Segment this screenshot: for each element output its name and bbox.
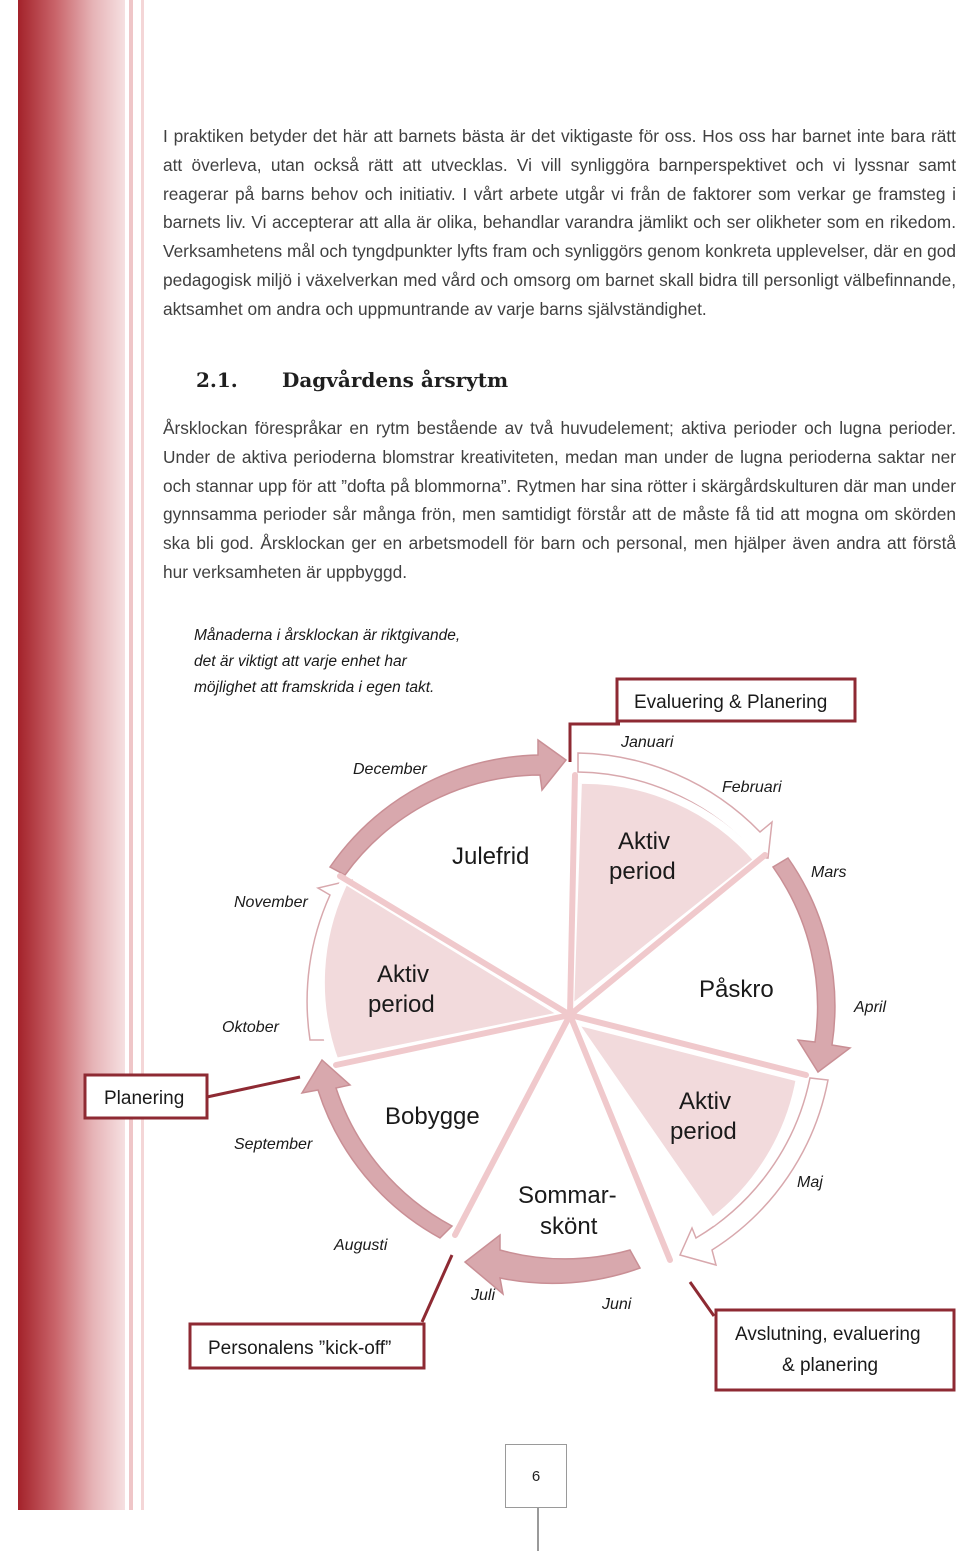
segment-aktiv-period-autumn xyxy=(321,880,565,1062)
month-label-augusti: Augusti xyxy=(334,1237,388,1254)
planering-box-label: Planering xyxy=(104,1088,185,1109)
segment-label-period: period xyxy=(368,991,435,1018)
segment-label-period: period xyxy=(609,858,676,885)
segment-label-aktiv: Aktiv xyxy=(377,961,430,988)
month-label-september: September xyxy=(234,1136,313,1153)
body-paragraph: Årsklockan förespråkar en rytm bestående av två huvudelement; aktiva perioder och lugna perioder. Under de aktiva perioderna blomstrar kreativiteten, medan man under de lugna perioderna saktar ner och stannar upp för att ”dofta på blommorna”. Rytmen har sina rötter i skärgårdskulturen där man under gynnsamma perioder sår många frön, men samtidigt förstår att de måste få tid att mogna om skörden ska bli god. Årsklockan ger en arbetsmodell för barn och personal, men hjälper även andra att förstå hur verksamheten är uppbyggd. xyxy=(163,418,956,582)
month-label-mars: Mars xyxy=(811,864,847,881)
month-label-november: November xyxy=(234,894,308,911)
diagram-note-line: det är viktigt att varje enhet har xyxy=(194,653,407,670)
segment-label-julefrid: Julefrid xyxy=(452,843,530,870)
ring-arrow-april xyxy=(773,858,850,1072)
section-title: Dagvårdens årsrytm xyxy=(282,368,509,392)
month-label-april: April xyxy=(854,999,887,1016)
page-number: 6 xyxy=(505,1444,567,1508)
month-label-oktober: Oktober xyxy=(222,1019,279,1036)
planering-box xyxy=(85,1075,207,1118)
ring-arrow-augusti xyxy=(465,1235,640,1294)
month-label-februari: Februari xyxy=(722,779,782,796)
segment-label-aktiv: Aktiv xyxy=(618,828,671,855)
diagram-note-line: Månaderna i årsklockan är riktgivande, xyxy=(194,627,461,644)
year-clock-diagram xyxy=(0,600,960,1410)
evaluering-box xyxy=(617,679,855,721)
diagram-note-line: möjlighet att framskrida i egen takt. xyxy=(194,679,435,696)
ring-arrow-september xyxy=(302,1060,452,1238)
kickoff-box xyxy=(190,1324,424,1368)
body-paragraph: I praktiken betyder det här att barnets bästa är det viktigaste för oss. Hos oss har barnet inte bara rätt att överleva, utan också rätt att utvecklas. Vi vill synliggöra barnperspektivet och vi lyssnar samt reagerar på barns behov och initiativ. I vårt arbete utgår vi från de faktorer som verkar ge framsteg i barnets liv. Vi accepterar att alla är olika, behandlar varandra jämlikt och ser olikheter som en rikedom. Verksamhetens mål och tyngdpunkter lyfts fram och synliggörs genom konkreta upplevelser, där en god pedagogisk miljö i växelverkan med vård och omsorg om barnet skall bidra till personligt välbefinnande, aktsamhet om andra och uppmuntrande av varje barns självständighet. xyxy=(163,126,956,319)
section-number: 2.1. xyxy=(196,368,238,392)
avslutning-box-label: Avslutning, evaluering xyxy=(735,1324,921,1345)
section-heading xyxy=(196,368,508,392)
evaluering-box-label: Evaluering & Planering xyxy=(634,692,828,713)
segment-label-bobygge: Bobygge xyxy=(385,1103,480,1130)
segment-label-skont: skönt xyxy=(540,1213,598,1240)
month-label-maj: Maj xyxy=(797,1174,823,1191)
month-label-januari: Januari xyxy=(621,734,674,751)
avslutning-box-label: & planering xyxy=(782,1355,879,1376)
month-label-juli: Juli xyxy=(471,1287,496,1304)
month-label-juni: Juni xyxy=(602,1296,632,1313)
segment-label-paskro: Påskro xyxy=(699,976,774,1003)
segment-label-aktiv: Aktiv xyxy=(679,1088,732,1115)
kickoff-box-label: Personalens ”kick-off” xyxy=(208,1338,392,1359)
month-label-december: December xyxy=(353,761,427,778)
segment-label-sommar: Sommar- xyxy=(518,1182,617,1209)
page-number-line xyxy=(537,1508,539,1551)
avslutning-box xyxy=(716,1310,954,1390)
segment-label-period: period xyxy=(670,1118,737,1145)
